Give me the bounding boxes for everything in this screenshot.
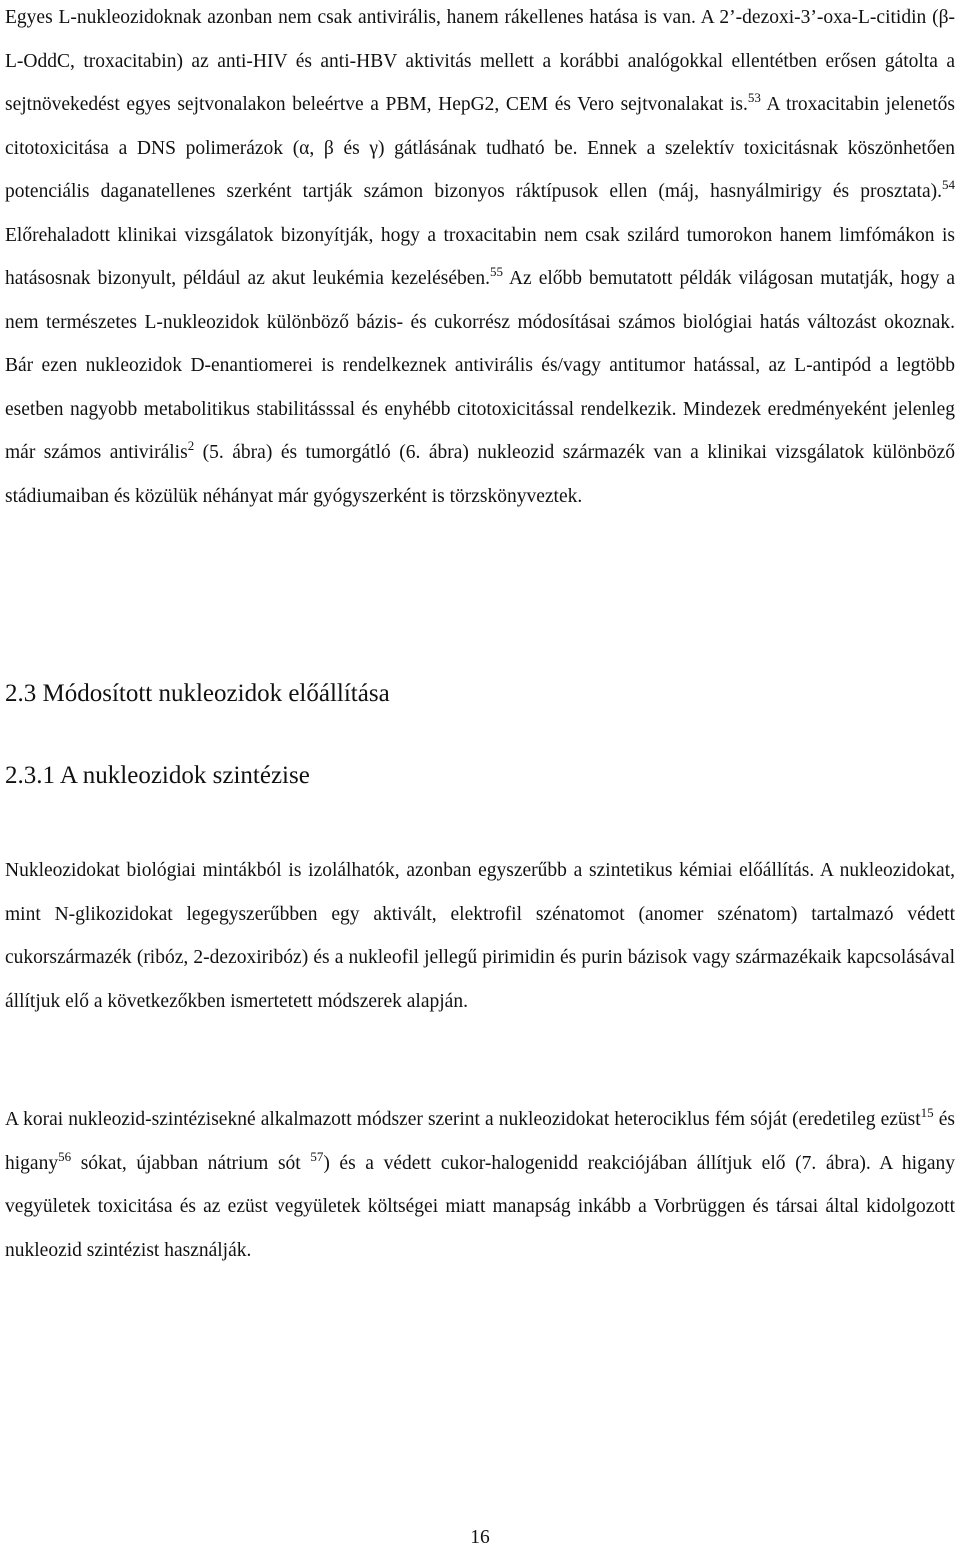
text-segment: Egyes L-nukleozidoknak azonban nem csak antivirális, hanem rákellenes hatása is van. A 2’-dezoxi-3’-oxa-L-citidin (β-L-OddC, troxacitabin) az anti-HIV és anti-HBV aktivitás mellett a korábbi analógokkal ellentétben erősen gátolta a sejtnövekedést egyes sejtvonalakon beleértve a PBM, HepG2, CEM és Vero sejtvonalakat is.	[5, 7, 955, 115]
text-segment: Az előbb bemutatott példák világosan mutatják, hogy a nem természetes L-nukleozidok különböző bázis- és cukorrész módosításai számos biológiai hatás változást okoznak. Bár ezen nukleozidok D-enantiomerei is rendelkeznek antivirális és/vagy antitumor hatással, az L-antipód a legtöbb esetben nagyobb metabolitikus stabilitásssal és enyhébb citotoxicitással rendelkezik. Mindezek eredményeként jelenleg már számos antivirális	[5, 268, 956, 463]
page-number: 16	[470, 1527, 490, 1548]
reference-15: 15	[920, 1105, 934, 1120]
paragraph-nucleoside-synthesis: Nukleozidokat biológiai mintákból is izolálhatók, azonban egyszerűbb a szintetikus kémiai előállítás. A nukleozidokat, mint N-glikozidokat legegyszerűbben egy aktivált, elektrofil szénatomot (anomer szénatom) tartalmazó védett cukorszármazék (ribóz, 2-dezoxiribóz) és a nukleofil jellegű pirimidin és purin bázisok vagy származékaik kapcsolásával állítjuk elő a következőkben ismertetett módszerek alapján.	[5, 860, 955, 1012]
section-heading-2-3-1: 2.3.1 A nukleozidok szintézise	[5, 762, 310, 789]
paragraph-l-nucleosides-anticancer	[5, 0, 955, 518]
text-segment: A korai nukleozid-szintézisekné alkalmazott módszer szerint a nukleozidokat heterociklus fém sóját (eredetileg ezüst	[5, 1109, 921, 1130]
reference-57: 57	[310, 1148, 324, 1164]
text-segment: ) és a védett cukor-halogenidd reakciójában állítjuk elő (7. ábra). A higany vegyületek toxicitása és az ezüst vegyületek költségei miatt manapság inkább a Vorbrüggen és társai által kidolgozott nukleozid szintézist használják.	[5, 1152, 955, 1261]
text-segment: sókat, újabban nátrium sót	[71, 1152, 311, 1174]
text-segment: és higany	[5, 1109, 955, 1174]
reference-54: 54	[942, 177, 955, 192]
text-segment: A troxacitabin jelenetős citotoxicitása a DNS polimerázok (α, β és γ) gátlásának tudható be. Ennek a szelektív toxicitásnak köszönhetően potenciális daganatellenes szerként tartják számon bizonyos ráktípusok ellen (máj, hasnyálmirigy és prosztata).	[5, 94, 955, 202]
paragraph-early-synthesis	[5, 1098, 955, 1272]
reference-55: 55	[490, 264, 504, 279]
reference-56: 56	[58, 1148, 72, 1164]
section-heading-2-3: 2.3 Módosított nukleozidok előállítása	[5, 680, 390, 707]
reference-2: 2	[187, 438, 195, 453]
text-segment: Előrehaladott klinikai vizsgálatok bizonyítják, hogy a troxacitabin nem csak szilárd tumorokon hanem limfómákon is hatásosnak bizonyult, például az akut leukémia kezelésében.	[5, 224, 955, 289]
reference-53: 53	[747, 90, 761, 105]
text-segment: (5. ábra) és tumorgátló (6. ábra) nukleozid származék van a klinikai vizsgálatok különböző stádiumaiban és közülük néhányat már gyógyszerként is törzskönyveztek.	[5, 442, 956, 507]
